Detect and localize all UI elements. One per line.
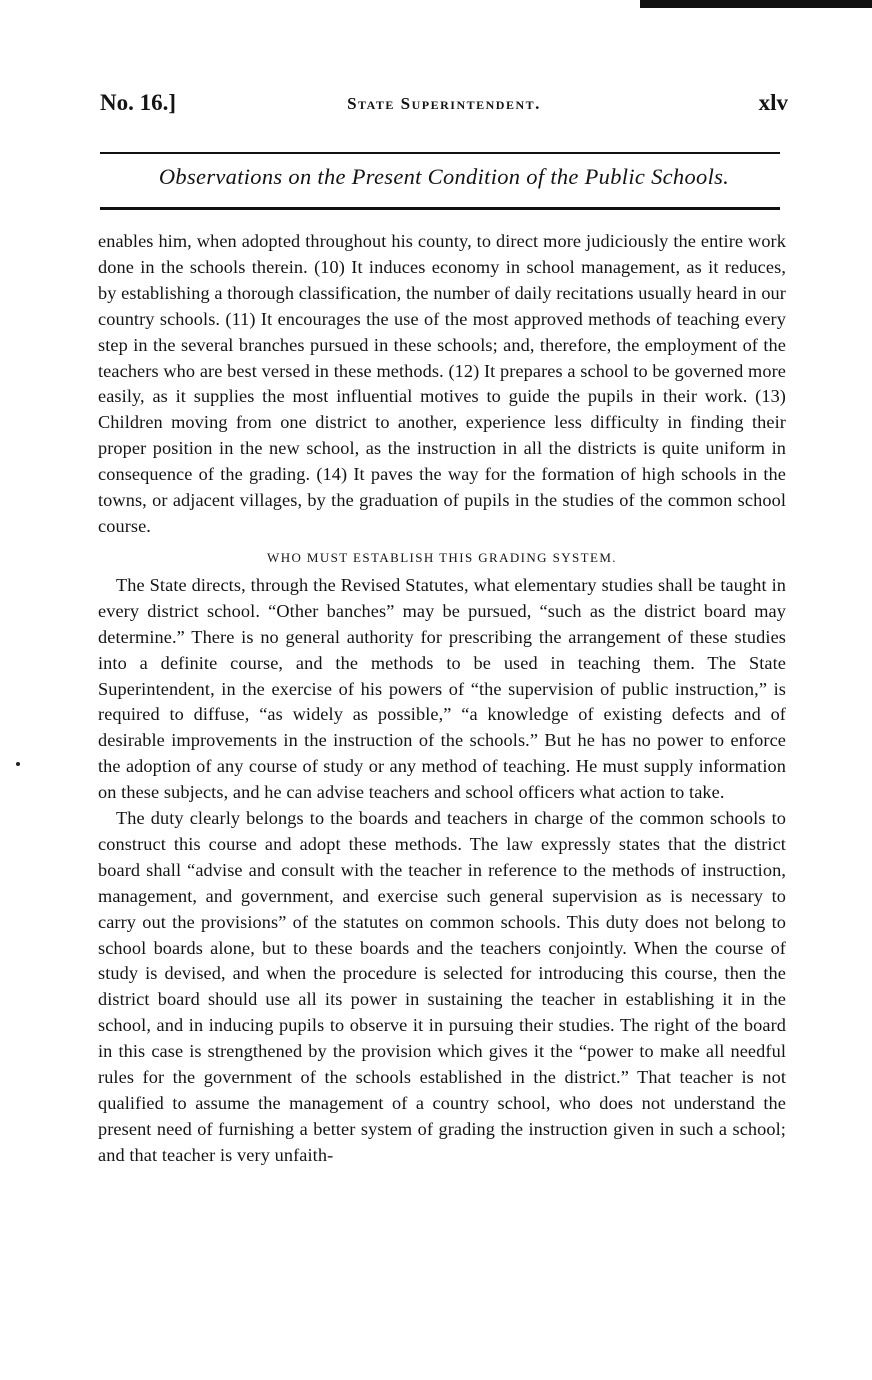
scan-edge-mark <box>640 0 872 8</box>
document-number: No. 16.] <box>100 90 177 115</box>
running-head <box>100 90 788 124</box>
subheading: WHO MUST ESTABLISH THIS GRADING SYSTEM. <box>267 549 617 565</box>
top-rule <box>100 152 780 154</box>
body-text <box>98 229 786 1169</box>
paragraph-state-directs: The State directs, through the Revised Statutes, what elementary studies shall be taught in every district school. “Other banches” may be pursued, “such as the district board may determine.” There is no general authority for prescribing the arrangement of these studies into a definite course, and the methods to be used in teaching them. The State Superintendent, in the exercise of his powers of “the supervision of public instruction,” is required to diffuse, “as widely as possible,” “a knowledge of existing defects and of desirable improvements in the instruction of the schools.” But he has no power to enforce the adoption of any course of study or any method of teaching. He must supply information on these subjects, and he can advise teachers and school officers what action to take. <box>98 574 786 803</box>
paragraph-continued: enables him, when adopted throughout his county, to direct more judiciously the entire work done in the schools therein. (10) It induces economy in school management, as it reduces, by establishing a thorough classification, the number of daily recitations usually heard in our country schools. (11) It encourages the use of the most approved methods of teaching every step in the several branches pursued in these schools; and, therefore, the employment of the teachers who are best versed in these methods. (12) It prepares a school to be governed more easily, as it supplies the most influential motives to guide the pupils in their work. (13) Children moving from one district to another, experience less difficulty in finding their proper position in the new school, as the instruction in all the districts is quite uniform in consequence of the grading. (14) It paves the way for the formation of high schools in the towns, or adjacent villages, by the graduation of pupils in the studies of the common school course. <box>98 231 786 536</box>
bottom-rule <box>100 207 780 210</box>
paragraph-duty-belongs: The duty clearly belongs to the boards and teachers in charge of the common schools to construct this course and adopt these methods. The law expressly states that the district board shall “advise and consult with the teacher in reference to the methods of instruction, management, and government, and exercise such general supervision as is necessary to carry out the provisions” of the statutes on common schools. This duty does not belong to school boards alone, but to these boards and the teachers conjointly. When the course of study is devised, and when the procedure is selected for introducing this course, then the district board should use all its power in sustaining the teacher in establishing it in the school, and in inducing pupils to observe it in pursuing their studies. The right of the board in this case is strengthened by the provision which gives it the “power to make all needful rules for the government of the schools established in the district.” That teacher is not qualified to assume the management of a country school, who does not understand the present need of furnishing a better system of grading the instruction given in such a school; and that teacher is very unfaith- <box>98 808 786 1165</box>
page-number: xlv <box>758 90 788 115</box>
section-title: Observations on the Present Condition of the Public Schools. <box>158 164 730 189</box>
margin-speck <box>16 762 20 766</box>
running-head-title: State Superintendent. <box>347 94 541 113</box>
